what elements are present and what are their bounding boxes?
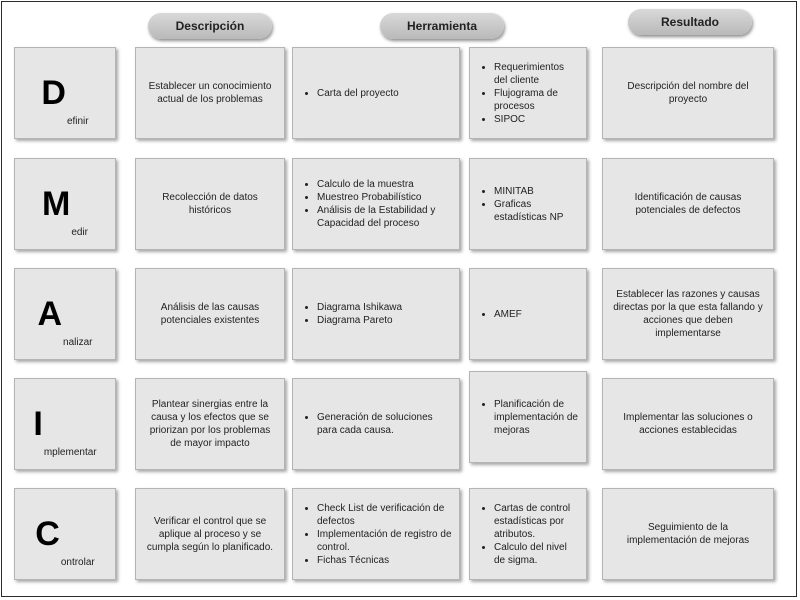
tool-item: • Diagrama Pareto (317, 314, 402, 327)
tool-list (476, 308, 522, 321)
resultado-implementar (602, 378, 774, 470)
tool-item: • MINITAB (494, 185, 580, 198)
phase-letter: A (37, 295, 63, 333)
descripcion-definir (135, 47, 285, 139)
resultado-text: Seguimiento de la implementación de mejoras (626, 522, 750, 546)
descripcion-medir (135, 158, 285, 250)
herramienta1-definir (292, 47, 460, 139)
tool-item: • Fichas Técnicas (317, 554, 453, 567)
phase-rest: efinir (66, 116, 89, 127)
tool-list (476, 502, 580, 567)
header-herramienta: Herramienta (380, 13, 504, 39)
resultado-controlar (602, 488, 774, 580)
descripcion-text: Análisis de las causas potenciales existentes (160, 302, 260, 326)
phase-rest: mplementar (43, 447, 97, 458)
header-descripcion: Descripción (148, 13, 272, 39)
phase-medir (14, 158, 116, 250)
phase-rest: ontrolar (60, 557, 95, 568)
tool-item: • Diagrama Ishikawa (317, 301, 402, 314)
tool-list (299, 87, 399, 100)
resultado-analizar (602, 268, 774, 360)
tool-item: • AMEF (494, 308, 522, 321)
descripcion-text: Recolección de datos históricos (162, 192, 258, 216)
tool-list (299, 301, 402, 327)
phase-rest: edir (71, 227, 88, 238)
herramienta2-controlar (469, 488, 587, 580)
resultado-text: Implementar las soluciones o acciones establecidas (623, 412, 753, 436)
tool-item: • SIPOC (494, 113, 580, 126)
descripcion-analizar (135, 268, 285, 360)
tool-list (299, 178, 453, 230)
tool-item: • Planificación de implementación de mejoras (494, 398, 580, 437)
resultado-text: Identificación de causas potenciales de defectos (634, 192, 742, 216)
tool-item: • Muestreo Probabilístico (317, 191, 453, 204)
herramienta1-controlar (292, 488, 460, 580)
tool-item: • Check List de verificación de defectos (317, 502, 453, 528)
phase-letter: D (41, 74, 66, 112)
tool-item: • Flujograma de procesos (494, 87, 580, 113)
herramienta1-medir (292, 158, 460, 250)
tool-item: • Generación de soluciones para cada causa. (317, 411, 453, 437)
herramienta2-implementar (469, 371, 587, 463)
tool-list (476, 398, 580, 437)
phase-letter: I (33, 405, 43, 443)
tool-item: • Cartas de control estadísticas por atributos. (494, 502, 580, 541)
phase-analizar (14, 268, 116, 360)
tool-item: • Requerimientos del cliente (494, 61, 580, 87)
descripcion-controlar (135, 488, 285, 580)
phase-letter: M (41, 185, 71, 223)
tool-list (476, 61, 580, 126)
resultado-text: Descripción del nombre del proyecto (627, 81, 749, 105)
herramienta1-implementar (292, 378, 460, 470)
phase-rest: nalizar (63, 337, 93, 348)
tool-list (299, 411, 453, 437)
tool-item: • Análisis de la Estabilidad y Capacidad del proceso (317, 204, 453, 230)
tool-item: • Implementación de registro de control. (317, 528, 453, 554)
tool-list (476, 185, 580, 224)
tool-item: • Graficas estadísticas NP (494, 198, 580, 224)
resultado-definir (602, 47, 774, 139)
phase-controlar (14, 488, 116, 580)
herramienta2-medir (469, 158, 587, 250)
descripcion-implementar (135, 378, 285, 470)
phase-letter: C (35, 515, 60, 553)
descripcion-text: Establecer un conocimiento actual de los problemas (148, 81, 272, 105)
herramienta1-analizar (292, 268, 460, 360)
phase-implementar (14, 378, 116, 470)
descripcion-text: Verificar el control que se aplique al proceso y se cumpla según lo planificado. (146, 515, 274, 553)
tool-item: • Calculo de la muestra (317, 178, 453, 191)
tool-item: • Calculo del nivel de sigma. (494, 541, 580, 567)
tool-list (299, 502, 453, 567)
herramienta2-analizar (469, 268, 587, 360)
resultado-medir (602, 158, 774, 250)
resultado-text: Establecer las razones y causas directas por la que esta fallando y acciones que deben implementarse (613, 289, 763, 339)
tool-item: • Carta del proyecto (317, 87, 399, 100)
herramienta2-definir (469, 47, 587, 139)
descripcion-text: Plantear sinergias entre la causa y los efectos que se priorizan por los problemas de mayor impacto (149, 399, 271, 449)
phase-definir (14, 47, 116, 139)
header-resultado: Resultado (628, 9, 752, 35)
